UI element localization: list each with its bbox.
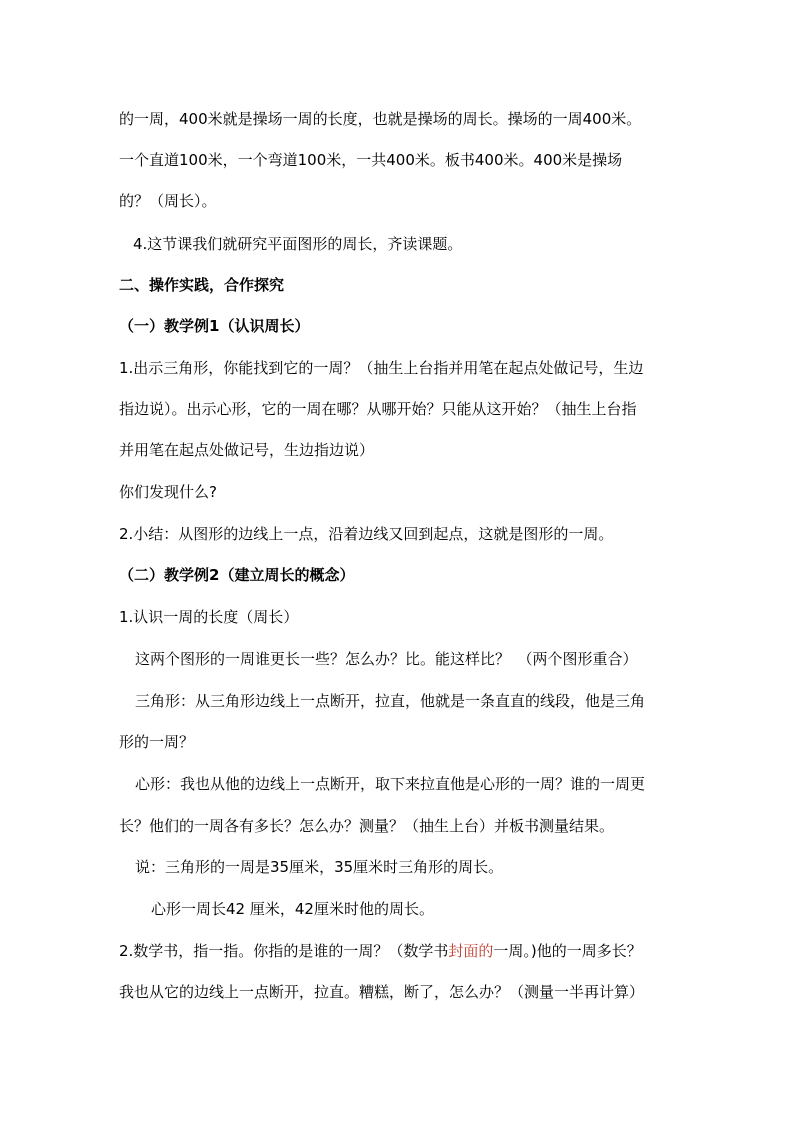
paragraph-line: 4.这节课我们就研究平面图形的周长，齐读课题。	[133, 235, 463, 253]
paragraph-line: 一个直道100米，一个弯道100米，一共400米。板书400米。400米是操场	[119, 151, 623, 169]
paragraph-line: 心形：我也从他的边线上一点断开，取下来拉直他是心形的一周？谁的一周更	[135, 775, 646, 793]
paragraph-line: 这两个图形的一周谁更长一些？怎么办？比。能这样比？ （两个图形重合）	[135, 650, 638, 668]
paragraph-line: 的？（周长）。	[119, 192, 217, 210]
paragraph-line: 长？他们的一周各有多长？怎么办？测量？（抽生上台）并板书测量结果。	[119, 817, 615, 835]
text-segment: 一周。)他的一周多长？	[493, 942, 642, 960]
paragraph-line: 三角形：从三角形边线上一点断开，拉直，他就是一条直直的线段，他是三角	[135, 692, 646, 710]
paragraph-line	[119, 940, 679, 962]
paragraph-line: 2.小结：从图形的边线上一点，沿着边线又回到起点，这就是图形的一周。	[119, 525, 614, 543]
section-heading: 二、操作实践，合作探究	[119, 276, 285, 294]
paragraph-line: 形的一周？	[119, 733, 195, 751]
text-segment: 2.数学书，指一指。你指的是谁的一周？（数学书	[119, 942, 449, 960]
paragraph-line: 并用笔在起点处做记号，生边指边说）	[119, 441, 375, 459]
paragraph-line: 我也从它的边线上一点断开，拉直。糟糕，断了，怎么办？（测量一半再计算）	[119, 983, 645, 1001]
paragraph-line: 说：三角形的一周是35厘米，35厘米时三角形的周长。	[135, 858, 504, 876]
paragraph-line: 你们发现什么?	[119, 483, 217, 501]
paragraph-line: 心形一周长42 厘米，42厘米时他的周长。	[151, 900, 434, 918]
highlighted-text: 封面的	[448, 942, 494, 960]
paragraph-line: 1.出示三角形，你能找到它的一周？（抽生上台指并用笔在起点处做记号，生边	[119, 359, 644, 377]
subsection-heading: （二）教学例2（建立周长的概念）	[119, 566, 355, 584]
paragraph-line: 的一周，400米就是操场一周的长度，也就是操场的周长。操场的一周400米。	[119, 110, 642, 128]
paragraph-line: 指边说）。出示心形，它的一周在哪？从哪开始？只能从这开始？（抽生上台指	[119, 400, 637, 418]
paragraph-line: 1.认识一周的长度（周长）	[119, 608, 299, 626]
subsection-heading: （一）教学例1（认识周长）	[119, 317, 310, 335]
